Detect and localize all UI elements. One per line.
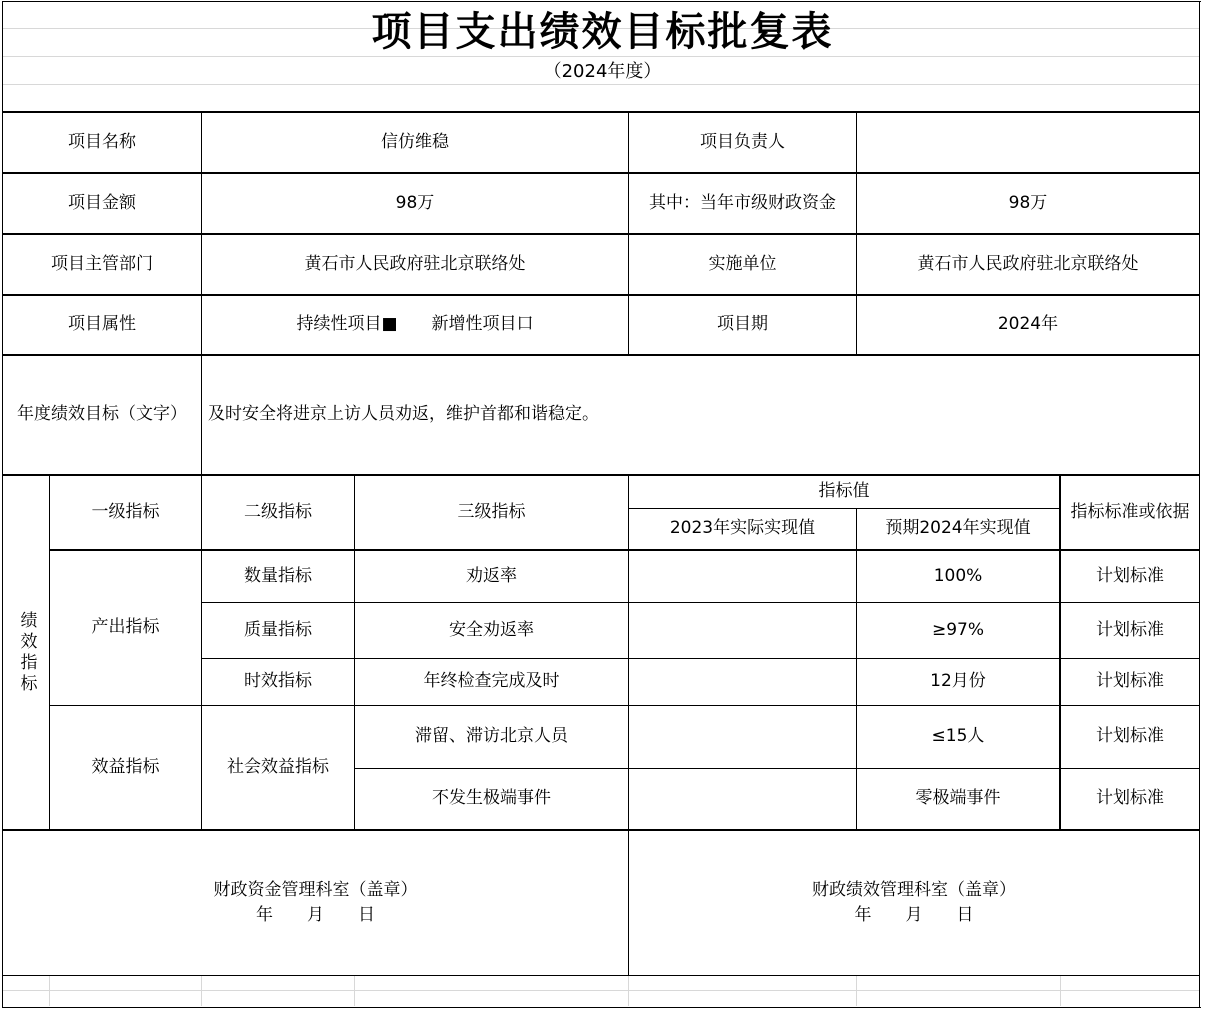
header-level1: 一级指标 — [91, 501, 160, 522]
project-period-value: 2024年 — [997, 314, 1059, 335]
department-label: 项目主管部门 — [51, 253, 153, 274]
header-level3: 三级指标 — [457, 501, 526, 522]
finance-fund-office-date: 年 月 日 — [256, 905, 375, 925]
outer-border — [2, 1, 1201, 2]
row-expected: 零极端事件 — [915, 788, 1001, 809]
row-basis: 计划标准 — [1096, 619, 1164, 640]
row-basis: 计划标准 — [1096, 726, 1164, 747]
implementing-unit-label: 实施单位 — [708, 253, 777, 274]
project-leader-label: 项目负责人 — [700, 131, 785, 152]
grid-line — [856, 976, 857, 1006]
finance-performance-office-signature — [629, 831, 1199, 975]
row-actual — [629, 603, 856, 658]
project-attribute-value: 持续性项目■ 新增性项目口 — [296, 314, 534, 335]
row-actual — [629, 706, 856, 768]
row-level3: 劝返率 — [466, 565, 517, 586]
project-period-label: 项目期 — [717, 314, 768, 335]
row-actual — [629, 769, 856, 829]
row-basis: 计划标准 — [1096, 788, 1164, 809]
row-level3: 不发生极端事件 — [432, 788, 551, 809]
grid-line — [3, 990, 1199, 991]
row-expected: ≥97% — [931, 619, 985, 640]
header-basis: 指标标准或依据 — [1070, 501, 1190, 522]
finance-performance-office-date: 年 月 日 — [854, 905, 974, 925]
outer-border — [1199, 1, 1200, 1008]
row-level3: 滞留、滞访北京人员 — [415, 726, 568, 747]
row-actual — [629, 551, 856, 602]
finance-fund-office-label: 财政资金管理科室（盖章） — [213, 880, 418, 901]
city-fund-label: 其中：当年市级财政资金 — [649, 192, 836, 213]
project-name-label: 项目名称 — [68, 131, 136, 152]
output-indicators-label: 产出指标 — [91, 617, 160, 638]
performance-indicators-text: 绩效指标 — [16, 610, 37, 695]
project-name-value: 信仿维稳 — [381, 131, 449, 152]
row-level3: 安全劝返率 — [449, 619, 534, 640]
row-basis: 计划标准 — [1096, 565, 1164, 586]
row-expected: ≤15人 — [931, 726, 985, 747]
header-indicator-value: 指标值 — [818, 481, 870, 502]
grid-line — [201, 976, 202, 1006]
row-level3: 年终检查完成及时 — [423, 671, 560, 692]
performance-indicators-label — [3, 476, 49, 829]
row-actual — [629, 659, 856, 705]
header-actual-2023: 2023年实际实现值 — [669, 518, 816, 539]
table-border — [3, 975, 1200, 976]
project-amount-label: 项目金额 — [68, 192, 136, 213]
finance-performance-office-label: 财政绩效管理科室（盖章） — [812, 880, 1016, 901]
project-attribute-label: 项目属性 — [68, 314, 136, 335]
header-expected-2024: 预期2024年实现值 — [885, 518, 1031, 539]
city-fund-value: 98万 — [1008, 192, 1048, 213]
finance-fund-office-signature — [3, 831, 628, 975]
project-amount-value: 98万 — [395, 192, 435, 213]
implementing-unit-value: 黄石市人民政府驻北京联络处 — [917, 253, 1139, 274]
row-level2: 质量指标 — [244, 619, 312, 640]
row-expected: 100% — [933, 565, 983, 586]
department-value: 黄石市人民政府驻北京联络处 — [304, 253, 526, 274]
annual-goal-text: 及时安全将进京上访人员劝返，维护首都和谐稳定。 — [208, 404, 599, 425]
grid-line — [354, 976, 355, 1006]
row-level2: 数量指标 — [244, 565, 312, 586]
row-level2: 时效指标 — [244, 671, 312, 692]
row-expected: 12月份 — [930, 671, 986, 692]
annual-goal-label: 年度绩效目标（文字） — [17, 404, 187, 425]
header-level2: 二级指标 — [244, 501, 312, 522]
outer-border — [2, 1007, 1201, 1008]
benefit-indicators-label: 效益指标 — [91, 756, 160, 777]
page-subtitle: （2024年度） — [543, 60, 662, 82]
grid-line — [49, 976, 50, 1006]
grid-line — [1060, 976, 1061, 1006]
project-leader-value — [857, 113, 1199, 172]
grid-line — [628, 976, 629, 1006]
page-title: 项目支出绩效目标批复表 — [371, 8, 834, 55]
row-basis: 计划标准 — [1096, 671, 1164, 692]
social-benefit-label: 社会效益指标 — [227, 756, 329, 777]
